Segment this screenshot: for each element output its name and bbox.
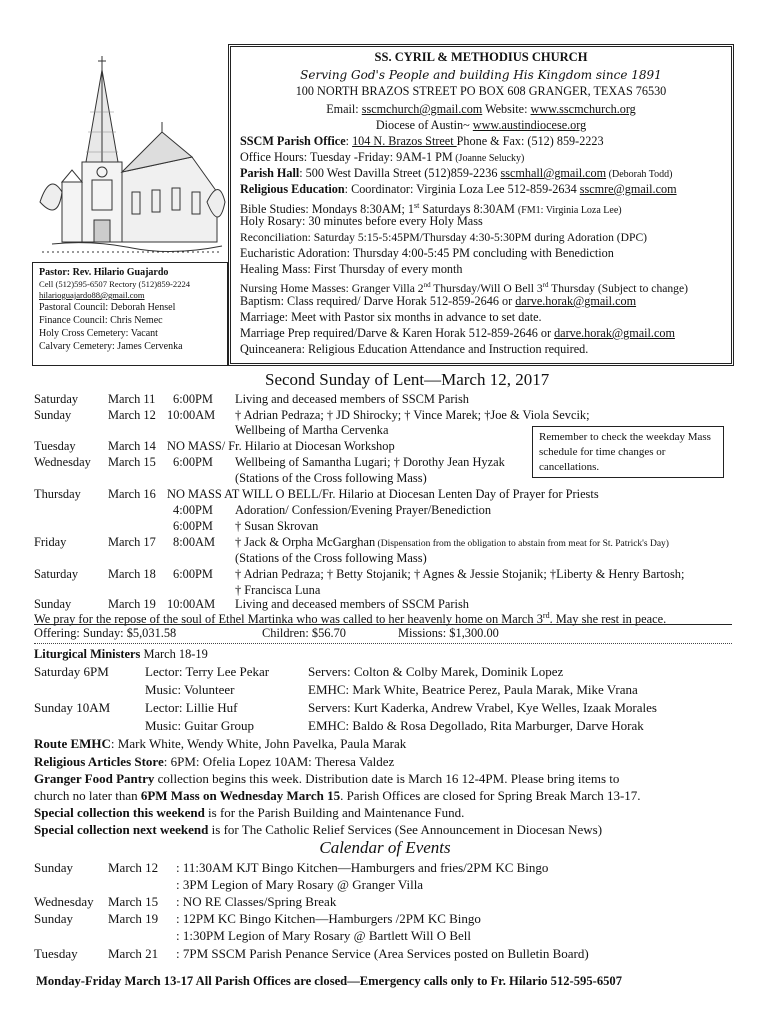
schedule-time: 8:00AM	[173, 535, 215, 549]
calendar-day: Wednesday	[34, 894, 94, 909]
schedule-date: March 16	[108, 487, 156, 501]
schedule-time: 10:00AM	[167, 408, 216, 422]
parish-office-label: SSCM Parish Office	[240, 134, 346, 148]
schedule-date: March 12	[108, 408, 156, 422]
church-email-link[interactable]: sscmchurch@gmail.com	[361, 102, 483, 116]
special-collection-this-text: is for the Parish Building and Maintenance Fund.	[204, 805, 465, 820]
pastor-info-box	[32, 262, 228, 366]
office-hours-contact: (Joanne Selucky)	[452, 153, 525, 164]
calendar-date: March 15	[108, 894, 159, 909]
office-hours-line	[240, 150, 524, 167]
calendar-event: : NO RE Classes/Spring Break	[176, 894, 337, 909]
calendar-date: March 12	[108, 860, 159, 875]
food-pantry-line-1	[34, 771, 619, 787]
diocese-link[interactable]: www.austindiocese.org	[472, 118, 587, 132]
schedule-date: March 19	[108, 597, 156, 611]
schedule-date: March 18	[108, 567, 156, 581]
nursing-1: Nursing Home Masses: Granger Villa 2	[240, 281, 424, 295]
parish-hall-line	[240, 166, 672, 183]
route-emhc-names: : Mark White, Wendy White, John Pavelka, Paula Marak	[110, 736, 407, 751]
ministers-heading-line	[34, 647, 208, 663]
religious-education-text: : Coordinator: Virginia Loza Lee 512-859-2634	[344, 182, 580, 196]
parish-office-phone: Phone & Fax: (512) 859-2223	[456, 134, 604, 148]
schedule-time: 10:00AM	[167, 597, 216, 611]
marriage-prep-line	[240, 326, 675, 342]
offering-sunday: Offering: Sunday: $5,031.58	[34, 626, 177, 640]
schedule-intention: Wellbeing of Martha Cervenka	[235, 423, 389, 437]
special-collection-next-label: Special collection next weekend	[34, 822, 209, 837]
religious-store-label: Religious Articles Store	[34, 754, 164, 769]
baptism-email-link[interactable]: darve.horak@gmail.com	[515, 294, 637, 308]
church-motto: Serving God's People and building His Kingdom since 1891	[300, 68, 662, 82]
bulletin-title: Second Sunday of Lent—March 12, 2017	[265, 370, 550, 389]
special-collection-this-label: Special collection this weekend	[34, 805, 205, 820]
schedule-time: NO MASS/ Fr. Hilario at Diocesan Workshop	[167, 439, 395, 453]
closing-notice: Monday-Friday March 13-17 All Parish Offices are closed—Emergency calls only to Fr. Hilario 512-595-6507	[36, 974, 623, 988]
calendar-date: March 19	[108, 911, 159, 926]
pastor-email-link[interactable]: hilarioguajardo88@gmail.com	[39, 290, 145, 300]
calendar-day: Tuesday	[34, 946, 78, 961]
schedule-intention	[235, 535, 669, 553]
schedule-day: Saturday	[34, 567, 79, 581]
parish-office-line	[240, 134, 604, 150]
minister-mass: Sunday 10AM	[34, 700, 111, 715]
schedule-day: Saturday	[34, 392, 79, 406]
schedule-intention: Living and deceased members of SSCM Parish	[235, 597, 470, 611]
minister-mass: Saturday 6PM	[34, 664, 109, 679]
schedule-day: Sunday	[34, 408, 72, 422]
religious-education-label: Religious Education	[240, 182, 345, 196]
minister-role: Lector: Lillie Huf	[145, 700, 238, 715]
ministers-heading: Liturgical Ministers	[34, 647, 141, 661]
colon: :	[345, 134, 353, 148]
nursing-sup-2: rd	[542, 281, 549, 289]
calendar-title: Calendar of Events	[319, 838, 451, 857]
church-website-link[interactable]: www.sscmchurch.org	[530, 102, 636, 116]
schedule-time: 6:00PM	[173, 392, 213, 406]
minister-role: Music: Guitar Group	[145, 718, 255, 733]
schedule-day: Tuesday	[34, 439, 76, 453]
religious-store-line	[34, 754, 394, 770]
schedule-time: 6:00PM	[173, 519, 213, 533]
schedule-date: March 11	[108, 392, 156, 406]
calendar-day: Sunday	[34, 860, 73, 875]
schedule-time: NO MASS AT WILL O BELL/Fr. Hilario at Diocesan Lenten Day of Prayer for Priests	[167, 487, 599, 501]
schedule-intention: † Susan Skrovan	[235, 519, 319, 533]
food-pantry-text-2a: church no later than	[34, 788, 141, 803]
divider-top	[34, 624, 732, 625]
minister-role: Music: Volunteer	[145, 682, 235, 697]
schedule-day: Friday	[34, 535, 67, 549]
church-email-line	[228, 102, 734, 118]
reconciliation-line: Reconciliation: Saturday 5:15-5:45PM/Thursday 4:30-5:30PM during Adoration (DPC)	[240, 231, 648, 244]
ministers-dates: March 18-19	[140, 647, 208, 661]
schedule-day: Thursday	[34, 487, 81, 501]
pastor-phones: Cell (512)595-6507 Rectory (512)859-2224	[39, 279, 191, 289]
pastoral-council: Pastoral Council: Deborah Hensel	[39, 302, 176, 313]
baptism-text: Baptism: Class required/ Darve Horak 512-859-2646 or	[240, 294, 516, 308]
special-collection-next	[34, 822, 602, 838]
diocese-line	[228, 118, 734, 134]
schedule-date: March 15	[108, 455, 156, 469]
minister-servers: EMHC: Mark White, Beatrice Perez, Paula Marak, Mike Vrana	[308, 682, 638, 697]
food-pantry-text-2b: . Parish Offices are closed for Spring Break March 13-17.	[340, 788, 641, 803]
schedule-time: 6:00PM	[173, 567, 213, 581]
calendar-event: : 12PM KC Bingo Kitchen—Hamburgers /2PM KC Bingo	[176, 911, 481, 926]
route-emhc-line	[34, 736, 406, 752]
friday-dispensation-note: (Dispensation from the obligation to abstain from meat for St. Patrick's Day)	[375, 539, 669, 549]
schedule-date: March 17	[108, 535, 156, 549]
office-hours: Office Hours: Tuesday -Friday: 9AM-1 PM	[240, 150, 453, 164]
pastor-title: Pastor: Rev. Hilario Guajardo	[39, 267, 169, 278]
food-pantry-deadline: 6PM Mass on Wednesday March 15	[140, 788, 341, 803]
schedule-intention: Wellbeing of Samantha Lugari; † Dorothy Jean Hyzak	[235, 455, 505, 469]
parish-office-address-link[interactable]: 104 N. Brazos Street	[352, 134, 457, 148]
website-label: Website:	[482, 102, 531, 116]
church-address: 100 NORTH BRAZOS STREET PO BOX 608 GRANGER, TEXAS 76530	[295, 84, 667, 98]
bible-studies-contact: (FM1: Virginia Loza Lee)	[517, 205, 622, 217]
healing-mass-line: Healing Mass: First Thursday of every month	[240, 262, 463, 276]
calvary-cemetery: Calvary Cemetery: James Cervenka	[39, 341, 183, 352]
divider-dotted	[34, 643, 732, 644]
minister-servers: Servers: Kurt Kaderka, Andrew Vrabel, Kye Welles, Izaak Morales	[308, 700, 657, 715]
repose-sup: rd	[542, 611, 550, 620]
calendar-day: Sunday	[34, 911, 73, 926]
schedule-time: 6:00PM	[173, 455, 213, 469]
adoration-line: Eucharistic Adoration: Thursday 4:00-5:45 PM concluding with Benediction	[240, 246, 614, 260]
nursing-2: Thursday/Will O Bell 3	[430, 281, 543, 295]
calendar-event: : 11:30AM KJT Bingo Kitchen—Hamburgers and fries/2PM KC Bingo	[176, 860, 549, 875]
calendar-date: March 21	[108, 946, 159, 961]
repose-end: . May she rest in peace.	[549, 612, 667, 627]
bible-studies-2: Saturdays 8:30AM	[419, 202, 518, 217]
food-pantry-line-2	[34, 788, 641, 804]
religious-store-text: : 6PM: Ofelia Lopez 10AM: Theresa Valdez	[163, 754, 395, 769]
quinceanera-line: Quinceanera: Religious Education Attendance and Instruction required.	[240, 342, 589, 356]
schedule-intention: (Stations of the Cross following Mass)	[235, 551, 427, 565]
route-emhc-label: Route EMHC	[34, 736, 111, 751]
parish-hall-text: : 500 West Davilla Street (512)859-2236	[299, 166, 501, 180]
schedule-date: March 14	[108, 439, 156, 453]
church-illustration	[32, 52, 228, 264]
marriage-line: Marriage: Meet with Pastor six months in advance to set date.	[240, 310, 542, 324]
schedule-intention: † Adrian Pedraza; † Betty Stojanik; † Agnes & Jessie Stojanik; †Liberty & Henry Bartosh;	[235, 567, 685, 581]
religious-education-line	[240, 182, 677, 198]
diocese-label: Diocese of Austin~	[375, 118, 473, 132]
parish-hall-email-link[interactable]: sscmhall@gmail.com	[500, 166, 607, 180]
religious-education-email-link[interactable]: sscmre@gmail.com	[579, 182, 677, 196]
schedule-intention: † Adrian Pedraza; † JD Shirocky; † Vince Marek; †Joe & Viola Sevcik;	[235, 408, 590, 422]
bible-studies: Bible Studies: Mondays 8:30AM; 1	[240, 202, 415, 217]
schedule-day: Wednesday	[34, 455, 91, 469]
holy-rosary-line: Holy Rosary: 30 minutes before every Holy Mass	[240, 214, 483, 228]
nursing-3: Thursday (Subject to change)	[548, 281, 688, 295]
special-collection-this	[34, 805, 464, 821]
schedule-intention: Adoration/ Confession/Evening Prayer/Benediction	[235, 503, 492, 517]
schedule-intention-text: † Jack & Orpha McGarghan	[235, 535, 376, 549]
baptism-line	[240, 294, 636, 310]
minister-role: Lector: Terry Lee Pekar	[145, 664, 270, 679]
repose-text: We pray for the repose of the soul of Ethel Martinka who was called to her heavenly home on March 3	[34, 612, 543, 627]
offering-children: Children: $56.70	[262, 626, 346, 640]
holy-cross-cemetery: Holy Cross Cemetery: Vacant	[39, 328, 158, 339]
calendar-event: : 1:30PM Legion of Mary Rosary @ Bartlett Will O Bell	[176, 928, 472, 943]
marriage-prep-text: Marriage Prep required/Darve & Karen Horak 512-859-2646 or	[240, 326, 555, 340]
calendar-event: : 3PM Legion of Mary Rosary @ Granger Villa	[176, 877, 424, 892]
food-pantry-label: Granger Food Pantry	[34, 771, 155, 786]
church-name: SS. CYRIL & METHODIUS CHURCH	[374, 50, 588, 64]
calendar-event: : 7PM SSCM Parish Penance Service (Area Services posted on Bulletin Board)	[176, 946, 589, 961]
offering-missions: Missions: $1,300.00	[398, 626, 499, 640]
schedule-intention: (Stations of the Cross following Mass)	[235, 471, 427, 485]
parish-hall-contact: (Deborah Todd)	[606, 169, 673, 180]
email-label: Email:	[326, 102, 362, 116]
food-pantry-text-1: collection begins this week. Distribution date is March 16 12-4PM. Please bring items to	[154, 771, 620, 786]
weekday-note-box: Remember to check the weekday Mass schedule for time changes or cancellations.	[532, 426, 724, 478]
schedule-intention: † Francisca Luna	[235, 583, 321, 597]
special-collection-next-text: is for The Catholic Relief Services (See Announcement in Diocesan News)	[208, 822, 603, 837]
nursing-sup-1: nd	[423, 281, 431, 289]
minister-servers: Servers: Colton & Colby Marek, Dominik Lopez	[308, 664, 564, 679]
schedule-time: 4:00PM	[173, 503, 213, 517]
finance-council: Finance Council: Chris Nemec	[39, 315, 163, 326]
bible-sup: st	[414, 201, 420, 210]
marriage-prep-email-link[interactable]: darve.horak@gmail.com	[554, 326, 675, 340]
parish-hall-label: Parish Hall	[240, 166, 300, 180]
minister-servers: EMHC: Baldo & Rosa Degollado, Rita Marburger, Darve Horak	[308, 718, 644, 733]
schedule-intention: Living and deceased members of SSCM Parish	[235, 392, 470, 406]
schedule-day: Sunday	[34, 597, 72, 611]
